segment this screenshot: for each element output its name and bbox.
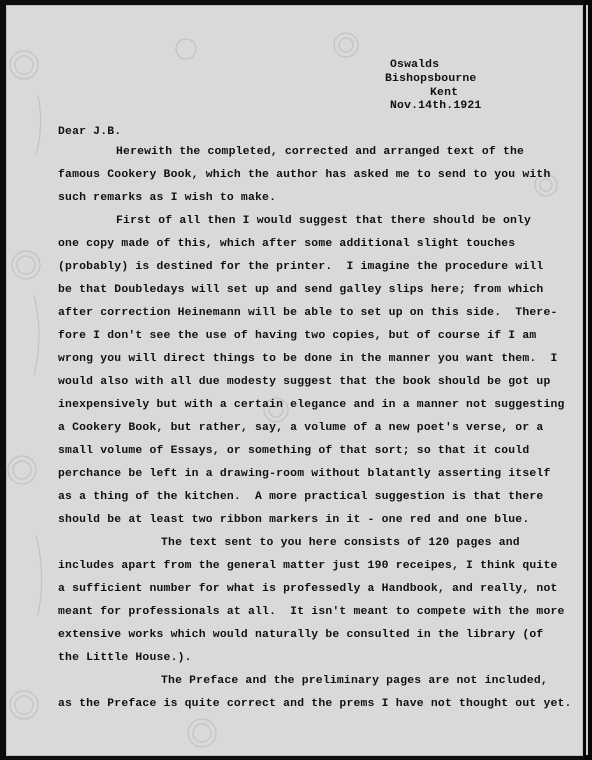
body-line: as a thing of the kitchen. A more practical suggestion is that there bbox=[58, 491, 544, 503]
body-line: a Cookery Book, but rather, say, a volume of a new poet's verse, or a bbox=[58, 422, 544, 434]
body-line: such remarks as I wish to make. bbox=[58, 192, 277, 204]
address-line-3: Kent bbox=[430, 87, 459, 99]
letter-page bbox=[6, 5, 583, 756]
body-line: as the Preface is quite correct and the prems I have not thought out yet. bbox=[58, 698, 572, 710]
body-line: (probably) is destined for the printer. I imagine the procedure will bbox=[58, 261, 544, 273]
body-line: The text sent to you here consists of 120 pages and bbox=[161, 537, 520, 549]
letter-date: Nov.14th.1921 bbox=[390, 100, 482, 112]
body-line: fore I don't see the use of having two copies, but of course if I am bbox=[58, 330, 537, 342]
body-line: one copy made of this, which after some additional slight touches bbox=[58, 238, 516, 250]
body-line: would also with all due modesty suggest that the book should be got up bbox=[58, 376, 551, 388]
address-line-1: Oswalds bbox=[390, 59, 440, 71]
body-line: The Preface and the preliminary pages are not included, bbox=[161, 675, 548, 687]
body-line: extensive works which would naturally be consulted in the library (of bbox=[58, 629, 544, 641]
body-line: be that Doubledays will set up and send galley slips here; from which bbox=[58, 284, 544, 296]
body-line: a sufficient number for what is professedly a Handbook, and really, not bbox=[58, 583, 558, 595]
body-line: the Little House.). bbox=[58, 652, 192, 664]
salutation: Dear J.B. bbox=[58, 126, 122, 138]
body-line: inexpensively but with a certain elegance and in a manner not suggesting bbox=[58, 399, 565, 411]
scan-right-edge bbox=[584, 0, 592, 760]
body-line: small volume of Essays, or something of that sort; so that it could bbox=[58, 445, 530, 457]
body-line: includes apart from the general matter just 190 receipes, I think quite bbox=[58, 560, 558, 572]
body-line: Herewith the completed, corrected and arranged text of the bbox=[116, 146, 525, 158]
body-line: meant for professionals at all. It isn't meant to compete with the more bbox=[58, 606, 565, 618]
body-line: First of all then I would suggest that there should be only bbox=[116, 215, 532, 227]
body-line: after correction Heinemann will be able to set up on this side. There- bbox=[58, 307, 558, 319]
body-line: wrong you will direct things to be done in the manner you want them. I bbox=[58, 353, 558, 365]
body-line: should be at least two ribbon markers in it - one red and one blue. bbox=[58, 514, 530, 526]
body-line: famous Cookery Book, which the author has asked me to send to you with bbox=[58, 169, 551, 181]
body-line: perchance be left in a drawing-room without blatantly asserting itself bbox=[58, 468, 551, 480]
address-line-2: Bishopsbourne bbox=[385, 73, 477, 85]
